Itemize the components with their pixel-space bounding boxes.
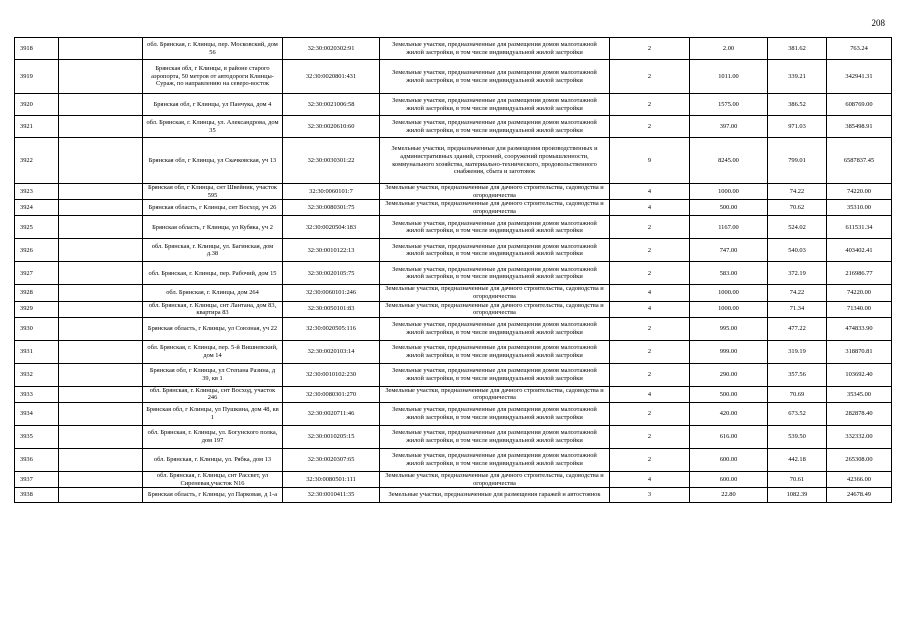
group-cell: 2: [610, 448, 690, 471]
cadastral-number-cell: 32:30:0030301:22: [283, 138, 380, 184]
row-number: 3934: [15, 402, 59, 425]
land-use-cell: Земельные участки, предназначенные для размещения домов малоэтажной жилой застройки, в том числе индивидуальной жилой застройки: [380, 116, 610, 138]
row-number: 3932: [15, 363, 59, 386]
table-row: [15, 448, 892, 471]
specific-value-cell: 71.34: [768, 301, 827, 317]
table-row: [15, 317, 892, 340]
cadastral-number-cell: 32:30:0020103:14: [283, 340, 380, 363]
cadastral-value-cell: 342941.31: [827, 60, 892, 94]
cadastral-value-cell: 282878.40: [827, 402, 892, 425]
empty-cell: [59, 138, 143, 184]
cadastral-value-cell: 763.24: [827, 38, 892, 60]
group-cell: 2: [610, 216, 690, 239]
area-cell: 999.00: [690, 340, 768, 363]
empty-cell: [59, 317, 143, 340]
row-number: 3928: [15, 285, 59, 301]
address-cell: обл. Брянская, г. Клинцы, пер. 5-й Вишневский, дом 14: [143, 340, 283, 363]
cadastral-number-cell: 32:30:0010411:35: [283, 488, 380, 503]
cadastral-value-cell: 74220.00: [827, 184, 892, 200]
cadastral-number-cell: 32:30:0010102:230: [283, 363, 380, 386]
area-cell: 1000.00: [690, 301, 768, 317]
cadastral-value-cell: 216986.77: [827, 262, 892, 285]
specific-value-cell: 319.19: [768, 340, 827, 363]
row-number: 3926: [15, 239, 59, 262]
specific-value-cell: 1082.39: [768, 488, 827, 503]
cadastral-number-cell: 32:30:0080501:111: [283, 471, 380, 487]
specific-value-cell: 357.56: [768, 363, 827, 386]
group-cell: 2: [610, 239, 690, 262]
land-use-cell: Земельные участки, предназначенные для дачного строительства, садоводства и огородничества: [380, 200, 610, 216]
area-cell: 500.00: [690, 386, 768, 402]
row-number: 3923: [15, 184, 59, 200]
table-row: [15, 200, 892, 216]
land-use-cell: Земельные участки, предназначенные для размещения домов малоэтажной жилой застройки, в том числе индивидуальной жилой застройки: [380, 317, 610, 340]
empty-cell: [59, 262, 143, 285]
group-cell: 4: [610, 200, 690, 216]
group-cell: 4: [610, 471, 690, 487]
table-row: [15, 425, 892, 448]
cadastral-value-cell: 474833.90: [827, 317, 892, 340]
address-cell: Брянская обл, г Клинцы, в районе старого аэропорта, 50 метров от автодороги Клинцы-Сураж, по направлению на северо-восток: [143, 60, 283, 94]
row-number: 3935: [15, 425, 59, 448]
area-cell: 747.00: [690, 239, 768, 262]
group-cell: 2: [610, 94, 690, 116]
row-number: 3920: [15, 94, 59, 116]
cadastral-number-cell: 32:30:0020505:116: [283, 317, 380, 340]
group-cell: 2: [610, 38, 690, 60]
area-cell: 600.00: [690, 471, 768, 487]
cadastral-value-cell: 403402.41: [827, 239, 892, 262]
row-number: 3929: [15, 301, 59, 317]
cadastral-number-cell: 32:30:0060101:7: [283, 184, 380, 200]
cadastral-value-cell: 318870.81: [827, 340, 892, 363]
land-use-cell: Земельные участки, предназначенные для размещения домов малоэтажной жилой застройки, в том числе индивидуальной жилой застройки: [380, 262, 610, 285]
address-cell: Брянская область, г Клинцы, ул Парковая, д 1-а: [143, 488, 283, 503]
empty-cell: [59, 402, 143, 425]
empty-cell: [59, 184, 143, 200]
area-cell: 583.00: [690, 262, 768, 285]
address-cell: Брянская область, г Клинцы, снт Восход, уч 26: [143, 200, 283, 216]
cadastral-number-cell: 32:30:0020610:60: [283, 116, 380, 138]
address-cell: Брянская обл, г Клинцы, ул Скачковская, уч 13: [143, 138, 283, 184]
empty-cell: [59, 116, 143, 138]
group-cell: 2: [610, 317, 690, 340]
land-use-cell: Земельные участки, предназначенные для размещения домов малоэтажной жилой застройки, в том числе индивидуальной жилой застройки: [380, 38, 610, 60]
area-cell: 290.00: [690, 363, 768, 386]
cadastral-number-cell: 32:30:0021006:58: [283, 94, 380, 116]
cadastral-number-cell: 32:30:0080301:270: [283, 386, 380, 402]
group-cell: 4: [610, 386, 690, 402]
group-cell: 4: [610, 285, 690, 301]
table-row: [15, 216, 892, 239]
group-cell: 2: [610, 60, 690, 94]
specific-value-cell: 442.18: [768, 448, 827, 471]
area-cell: 1000.00: [690, 184, 768, 200]
empty-cell: [59, 301, 143, 317]
row-number: 3924: [15, 200, 59, 216]
page-number: 208: [871, 18, 885, 28]
address-cell: Брянская область, г Клинцы, ул Союзная, уч 22: [143, 317, 283, 340]
land-use-cell: Земельные участки, предназначенные для дачного строительства, садоводства и огородничества: [380, 471, 610, 487]
address-cell: обл. Брянская, г. Клинцы, ул. Александрова, дом 35: [143, 116, 283, 138]
area-cell: 1167.00: [690, 216, 768, 239]
specific-value-cell: 799.01: [768, 138, 827, 184]
table-row: [15, 471, 892, 487]
table-row: [15, 340, 892, 363]
land-use-cell: Земельные участки, предназначенные для размещения домов малоэтажной жилой застройки, в том числе индивидуальной жилой застройки: [380, 363, 610, 386]
empty-cell: [59, 38, 143, 60]
area-cell: 1000.00: [690, 285, 768, 301]
empty-cell: [59, 200, 143, 216]
specific-value-cell: 539.50: [768, 425, 827, 448]
table-row: [15, 402, 892, 425]
row-number: 3927: [15, 262, 59, 285]
empty-cell: [59, 216, 143, 239]
table-row: [15, 60, 892, 94]
specific-value-cell: 70.69: [768, 386, 827, 402]
group-cell: 2: [610, 262, 690, 285]
land-use-cell: Земельные участки, предназначенные для размещения домов малоэтажной жилой застройки, в том числе индивидуальной жилой застройки: [380, 402, 610, 425]
cadastral-value-cell: 265308.00: [827, 448, 892, 471]
cadastral-number-cell: 32:30:0020711:46: [283, 402, 380, 425]
specific-value-cell: 673.52: [768, 402, 827, 425]
address-cell: обл. Брянская, г. Клинцы, снт Рассвет, ул Сиреневая,участок N16: [143, 471, 283, 487]
land-use-cell: Земельные участки, предназначенные для размещения производственных и административных зданий, строений, сооружений промышленности, коммунального хозяйства, материально-технического, продовольственного снабжения, сбыта и заготовок: [380, 138, 610, 184]
empty-cell: [59, 386, 143, 402]
specific-value-cell: 477.22: [768, 317, 827, 340]
area-cell: 616.00: [690, 425, 768, 448]
empty-cell: [59, 239, 143, 262]
land-use-cell: Земельные участки, предназначенные для размещения домов малоэтажной жилой застройки, в том числе индивидуальной жилой застройки: [380, 60, 610, 94]
specific-value-cell: 70.61: [768, 471, 827, 487]
specific-value-cell: 372.19: [768, 262, 827, 285]
area-cell: 1011.00: [690, 60, 768, 94]
row-number: 3936: [15, 448, 59, 471]
row-number: 3938: [15, 488, 59, 503]
cadastral-number-cell: 32:30:0020307:65: [283, 448, 380, 471]
land-use-cell: Земельные участки, предназначенные для дачного строительства, садоводства и огородничества: [380, 301, 610, 317]
specific-value-cell: 971.03: [768, 116, 827, 138]
area-cell: 420.00: [690, 402, 768, 425]
cadastral-number-cell: 32:30:0060101:246: [283, 285, 380, 301]
land-use-cell: Земельные участки, предназначенные для размещения домов малоэтажной жилой застройки, в том числе индивидуальной жилой застройки: [380, 340, 610, 363]
specific-value-cell: 74.22: [768, 285, 827, 301]
cadastral-number-cell: 32:30:0010122:13: [283, 239, 380, 262]
cadastral-value-cell: 35310.00: [827, 200, 892, 216]
cadastral-number-cell: 32:30:0020302:91: [283, 38, 380, 60]
row-number: 3918: [15, 38, 59, 60]
cadastral-value-cell: 611531.34: [827, 216, 892, 239]
row-number: 3930: [15, 317, 59, 340]
table-row: [15, 138, 892, 184]
specific-value-cell: 381.62: [768, 38, 827, 60]
group-cell: 2: [610, 402, 690, 425]
empty-cell: [59, 363, 143, 386]
address-cell: Брянская область, г Клинцы, ул Кубяка, уч 2: [143, 216, 283, 239]
row-number: 3931: [15, 340, 59, 363]
table-row: [15, 116, 892, 138]
empty-cell: [59, 471, 143, 487]
cadastral-number-cell: 32:30:0010205:15: [283, 425, 380, 448]
land-use-cell: Земельные участки, предназначенные для размещения домов малоэтажной жилой застройки, в том числе индивидуальной жилой застройки: [380, 448, 610, 471]
table-row: [15, 488, 892, 503]
empty-cell: [59, 425, 143, 448]
cadastral-value-table: [14, 37, 892, 503]
cadastral-value-cell: 103692.40: [827, 363, 892, 386]
address-cell: обл. Брянская, г. Клинцы, пер. Московский, дом 56: [143, 38, 283, 60]
empty-cell: [59, 94, 143, 116]
group-cell: 4: [610, 184, 690, 200]
specific-value-cell: 524.02: [768, 216, 827, 239]
specific-value-cell: 540.03: [768, 239, 827, 262]
table-row: [15, 94, 892, 116]
land-use-cell: Земельные участки, предназначенные для размещения домов малоэтажной жилой застройки, в том числе индивидуальной жилой застройки: [380, 425, 610, 448]
group-cell: 4: [610, 301, 690, 317]
row-number: 3922: [15, 138, 59, 184]
cadastral-number-cell: 32:30:0020105:75: [283, 262, 380, 285]
area-cell: 397.00: [690, 116, 768, 138]
area-cell: 995.00: [690, 317, 768, 340]
row-number: 3933: [15, 386, 59, 402]
specific-value-cell: 74.22: [768, 184, 827, 200]
area-cell: 1575.00: [690, 94, 768, 116]
land-use-cell: Земельные участки, предназначенные для размещения гаражей и автостоянок: [380, 488, 610, 503]
area-cell: 8245.00: [690, 138, 768, 184]
address-cell: Брянская обл, г Клинцы, ул Степана Разина, д 39, кв 1: [143, 363, 283, 386]
group-cell: 2: [610, 425, 690, 448]
empty-cell: [59, 448, 143, 471]
address-cell: обл. Брянская, г. Клинцы, снт Восход, участок 246: [143, 386, 283, 402]
cadastral-value-cell: 35345.00: [827, 386, 892, 402]
address-cell: обл. Брянская, г. Клинцы, снт Лантана, дом 83, квартира 83: [143, 301, 283, 317]
cadastral-number-cell: 32:30:0080301:75: [283, 200, 380, 216]
table-row: [15, 38, 892, 60]
area-cell: 22.80: [690, 488, 768, 503]
table-row: [15, 262, 892, 285]
cadastral-number-cell: 32:30:0050101:83: [283, 301, 380, 317]
group-cell: 2: [610, 116, 690, 138]
land-use-cell: Земельные участки, предназначенные для размещения домов малоэтажной жилой застройки, в том числе индивидуальной жилой застройки: [380, 94, 610, 116]
specific-value-cell: 386.52: [768, 94, 827, 116]
address-cell: обл. Брянская, г. Клинцы, ул. Рябка, дом 13: [143, 448, 283, 471]
address-cell: Брянская обл, г Клинцы, ул Пушкина, дом 48, кв 1: [143, 402, 283, 425]
row-number: 3937: [15, 471, 59, 487]
land-use-cell: Земельные участки, предназначенные для дачного строительства, садоводства и огородничества: [380, 386, 610, 402]
cadastral-value-cell: 332332.00: [827, 425, 892, 448]
table-row: [15, 184, 892, 200]
specific-value-cell: 339.21: [768, 60, 827, 94]
area-cell: 500.00: [690, 200, 768, 216]
table-row: [15, 386, 892, 402]
empty-cell: [59, 60, 143, 94]
land-use-cell: Земельные участки, предназначенные для дачного строительства, садоводства и огородничества: [380, 184, 610, 200]
cadastral-number-cell: 32:30:0020801:431: [283, 60, 380, 94]
table-row: [15, 363, 892, 386]
group-cell: 2: [610, 340, 690, 363]
empty-cell: [59, 340, 143, 363]
area-cell: 600.00: [690, 448, 768, 471]
empty-cell: [59, 285, 143, 301]
address-cell: обл. Брянская, г. Клинцы, ул. Багинская, дом д.38: [143, 239, 283, 262]
empty-cell: [59, 488, 143, 503]
address-cell: обл. Брянская, г. Клинцы, пер. Рабочий, дом 15: [143, 262, 283, 285]
cadastral-value-cell: 385498.91: [827, 116, 892, 138]
group-cell: 2: [610, 363, 690, 386]
table-row: [15, 239, 892, 262]
land-use-cell: Земельные участки, предназначенные для размещения домов малоэтажной жилой застройки, в том числе индивидуальной жилой застройки: [380, 216, 610, 239]
table-row: [15, 285, 892, 301]
land-use-cell: Земельные участки, предназначенные для размещения домов малоэтажной жилой застройки, в том числе индивидуальной жилой застройки: [380, 239, 610, 262]
address-cell: обл. Брянская, г. Клинцы, дом 264: [143, 285, 283, 301]
row-number: 3919: [15, 60, 59, 94]
address-cell: обл. Брянская, г. Клинцы, ул. Богунского полка, дом 197: [143, 425, 283, 448]
cadastral-value-cell: 74220.00: [827, 285, 892, 301]
area-cell: 2.00: [690, 38, 768, 60]
cadastral-number-cell: 32:30:0020504:183: [283, 216, 380, 239]
cadastral-value-cell: 24678.49: [827, 488, 892, 503]
address-cell: Брянская обл, г Клинцы, ул Панчука, дом 4: [143, 94, 283, 116]
group-cell: 9: [610, 138, 690, 184]
cadastral-value-cell: 71340.00: [827, 301, 892, 317]
group-cell: 3: [610, 488, 690, 503]
table-row: [15, 301, 892, 317]
cadastral-value-cell: 6587837.45: [827, 138, 892, 184]
cadastral-value-cell: 42366.00: [827, 471, 892, 487]
row-number: 3925: [15, 216, 59, 239]
address-cell: Брянская обл, г Клинцы, снт Швейник, участок 595: [143, 184, 283, 200]
land-use-cell: Земельные участки, предназначенные для дачного строительства, садоводства и огородничества: [380, 285, 610, 301]
row-number: 3921: [15, 116, 59, 138]
specific-value-cell: 70.62: [768, 200, 827, 216]
cadastral-value-cell: 608769.00: [827, 94, 892, 116]
